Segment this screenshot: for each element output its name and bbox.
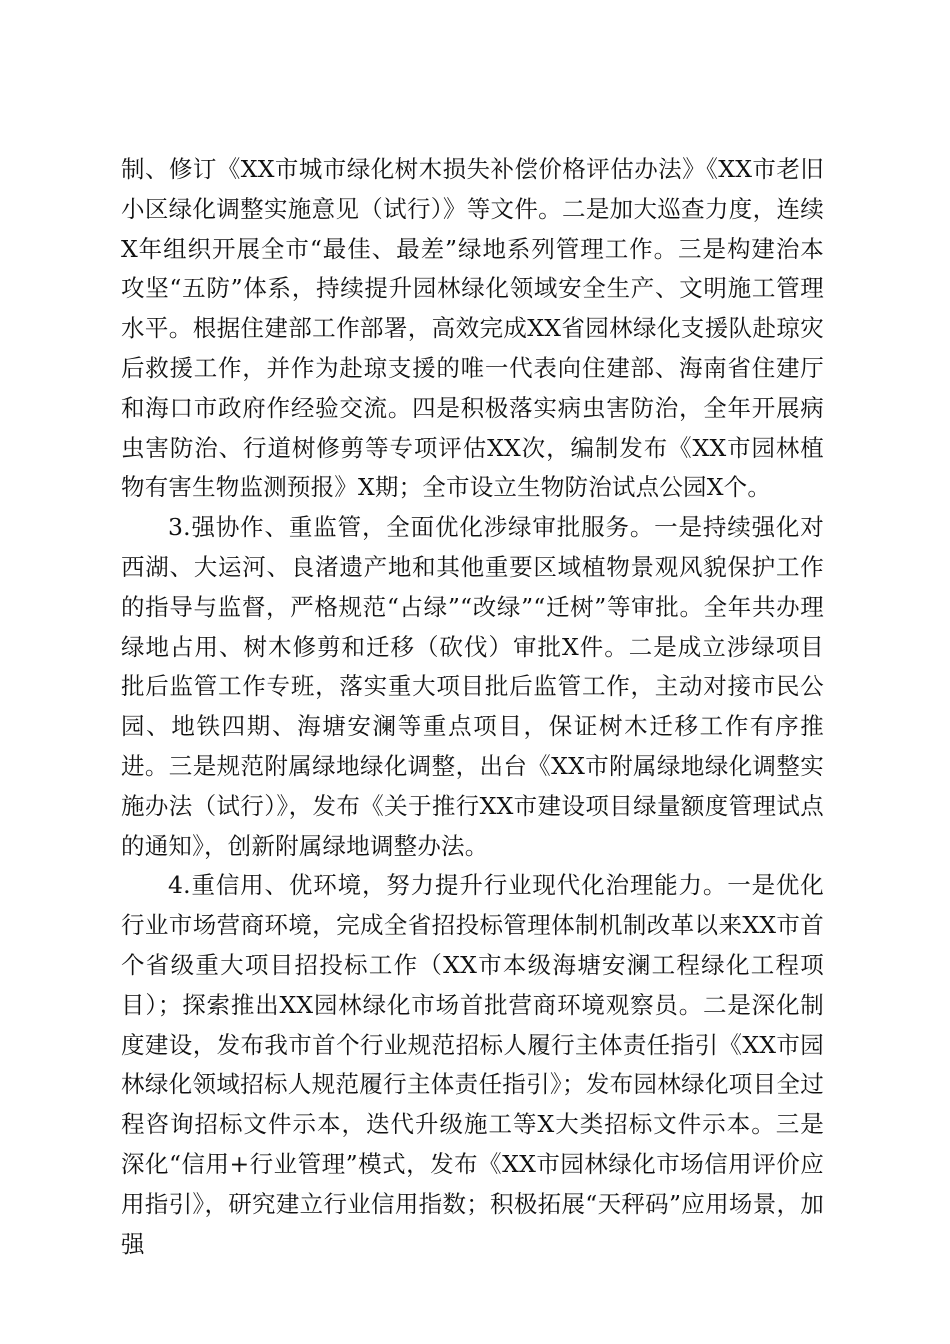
paragraph-continuation: 制、修订《XX市城市绿化树木损失补偿价格评估办法》《XX市老旧小区绿化调整实施意见（试行）》等文件。二是加大巡查力度，连续X年组织开展全市“最佳、最差”绿地系列管理工作。三是构建治本攻坚“五防”体系，持续提升园林绿化领域安全生产、文明施工管理水平。根据住建部工作部署，高效完成XX省园林绿化支援队赴琼灾后救援工作，并作为赴琼支援的唯一代表向住建部、海南省住建厅和海口市政府作经验交流。四是积极落实病虫害防治，全年开展病虫害防治、行道树修剪等专项评估XX次，编制发布《XX市园林植物有害生物监测预报》X期；全市设立生物防治试点公园X个。	[121, 155, 824, 502]
document-body	[121, 150, 824, 1264]
paragraph-section-4: 4.重信用、优环境，努力提升行业现代化治理能力。一是优化行业市场营商环境，完成全省招投标管理体制机制改革以来XX市首个省级重大项目招投标工作（XX市本级海塘安澜工程绿化工程项目）；探索推出XX园林绿化市场首批营商环境观察员。二是深化制度建设，发布我市首个行业规范招标人履行主体责任指引《XX市园林绿化领域招标人规范履行主体责任指引》；发布园林绿化项目全过程咨询招标文件示本，迭代升级施工等X大类招标文件示本。三是深化“信用+行业管理”模式，发布《XX市园林绿化市场信用评价应用指引》，研究建立行业信用指数；积极拓展“天秤码”应用场景，加强	[121, 871, 824, 1258]
paragraph-section-3: 3.强协作、重监管，全面优化涉绿审批服务。一是持续强化对西湖、大运河、良渚遗产地和其他重要区域植物景观风貌保护工作的指导与监督，严格规范“占绿”“改绿”“迁树”等审批。全年共办理绿地占用、树木修剪和迁移（砍伐）审批X件。二是成立涉绿项目批后监管工作专班，落实重大项目批后监管工作，主动对接市民公园、地铁四期、海塘安澜等重点项目，保证树木迁移工作有序推进。三是规范附属绿地绿化调整，出台《XX市附属绿地绿化调整实施办法（试行）》，发布《关于推行XX市建设项目绿量额度管理试点的通知》，创新附属绿地调整办法。	[121, 513, 824, 860]
